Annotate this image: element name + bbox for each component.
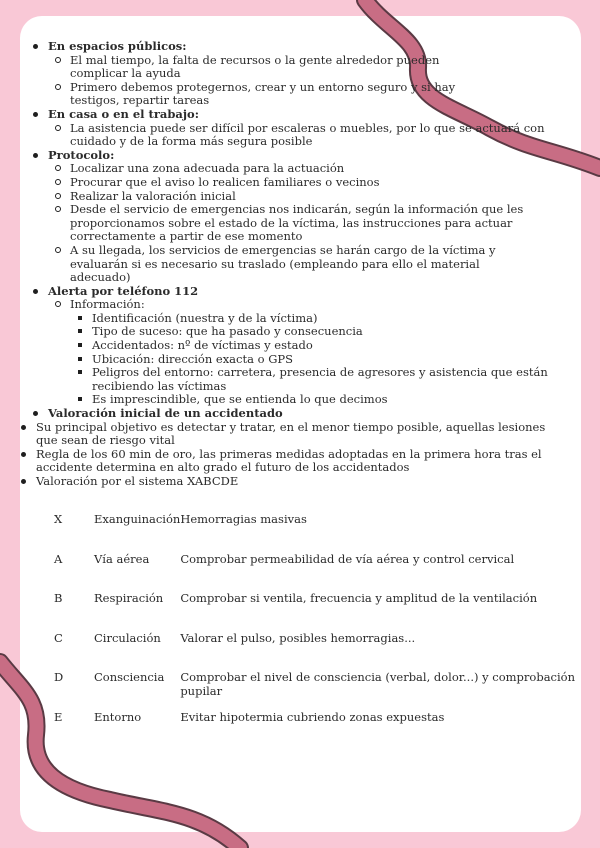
name-cell: Consciencia [94, 670, 165, 684]
list-item [24, 407, 560, 421]
list-item: El mal tiempo, la falta de recursos o la gente alrededor pueden complicar la ayuda [48, 54, 460, 81]
list-item [24, 40, 560, 108]
list-item: La asistencia puede ser difícil por escaleras o muebles, por lo que se actuará con cuidado y de la forma más segura posible [48, 122, 560, 149]
section-heading: En espacios públicos: [48, 39, 187, 53]
list-item [24, 285, 560, 407]
xabcde-table [54, 512, 600, 749]
list-item: Es imprescindible, que se entienda lo que decimos [70, 393, 560, 407]
sub-heading: Información: [70, 297, 145, 312]
table-row [54, 631, 600, 671]
list-item: Localizar una zona adecuada para la actuación [48, 162, 560, 176]
table-row [54, 591, 600, 631]
list-item: Realizar la valoración inicial [48, 190, 560, 204]
list-item: Primero debemos protegernos, crear y un entorno seguro y si hay testigos, repartir tareas [48, 81, 460, 108]
list-item: Desde el servicio de emergencias nos indicarán, según la información que les proporcionamos sobre el estado de la víctima, las instrucciones para actuar correctamente a partir de ese momento [48, 203, 560, 244]
list-item: Peligros del entorno: carretera, presencia de agresores y asistencia que están recibiendo las víctimas [70, 366, 560, 393]
action-cell: Evitar hipotermia cubriendo zonas expuestas [180, 709, 445, 724]
list-item: Su principal objetivo es detectar y tratar, en el menor tiempo posible, aquellas lesiones que sean de riesgo vital [12, 421, 560, 448]
list-item [24, 149, 560, 285]
action-cell: Valorar el pulso, posibles hemorragias... [180, 630, 416, 645]
table-row [54, 512, 600, 552]
letter-cell: A [54, 551, 63, 566]
section-heading: En casa o en el trabajo: [48, 106, 199, 121]
action-cell: Hemorragias masivas [180, 512, 307, 526]
name-cell: Entorno [94, 709, 142, 724]
list-item: Procurar que el aviso lo realicen familiares o vecinos [48, 176, 560, 190]
list-item: Tipo de suceso: que ha pasado y consecuencia [70, 325, 560, 339]
list-item: Accidentados: nº de víctimas y estado [70, 339, 560, 353]
name-cell: Circulación [94, 630, 161, 645]
table-row [54, 710, 600, 750]
table-row [54, 670, 600, 710]
document-body [24, 40, 560, 489]
action-cell: Comprobar permeabilidad de vía aérea y control cervical [180, 551, 515, 566]
list-item: Ubicación: dirección exacta o GPS [70, 353, 560, 367]
list-item [48, 298, 560, 407]
letter-cell: E [54, 709, 63, 724]
name-cell: Exanguinación [94, 512, 181, 526]
table-row [54, 552, 600, 592]
letter-cell: B [54, 591, 63, 605]
list-item [24, 108, 560, 149]
action-cell: Comprobar si ventila, frecuencia y amplitud de la ventilación [180, 591, 538, 605]
letter-cell: X [54, 512, 63, 526]
section-heading: Alerta por teléfono 112 [48, 283, 199, 298]
name-cell: Vía aérea [94, 551, 150, 566]
list-item: Valoración por el sistema XABCDE [12, 475, 560, 489]
section-heading: Valoración inicial de un accidentado [48, 406, 283, 421]
action-cell: Comprobar el nivel de consciencia (verbal, dolor...) y comprobación pupilar [180, 670, 576, 698]
list-item: A su llegada, los servicios de emergencias se harán cargo de la víctima y evaluarán si es necesario su traslado (empleando para ello el material adecuado) [48, 244, 530, 285]
valoracion-list [12, 421, 560, 489]
list-item: Regla de los 60 min de oro, las primeras medidas adoptadas en la primera hora tras el accidente determina en alto grado el futuro de los accidentados [12, 448, 560, 475]
letter-cell: D [54, 670, 64, 684]
section-heading: Protocolo: [48, 147, 115, 162]
list-item: Identificación (nuestra y de la víctima) [70, 312, 560, 326]
main-list [24, 40, 560, 421]
name-cell: Respiración [94, 591, 164, 605]
letter-cell: C [54, 630, 63, 645]
